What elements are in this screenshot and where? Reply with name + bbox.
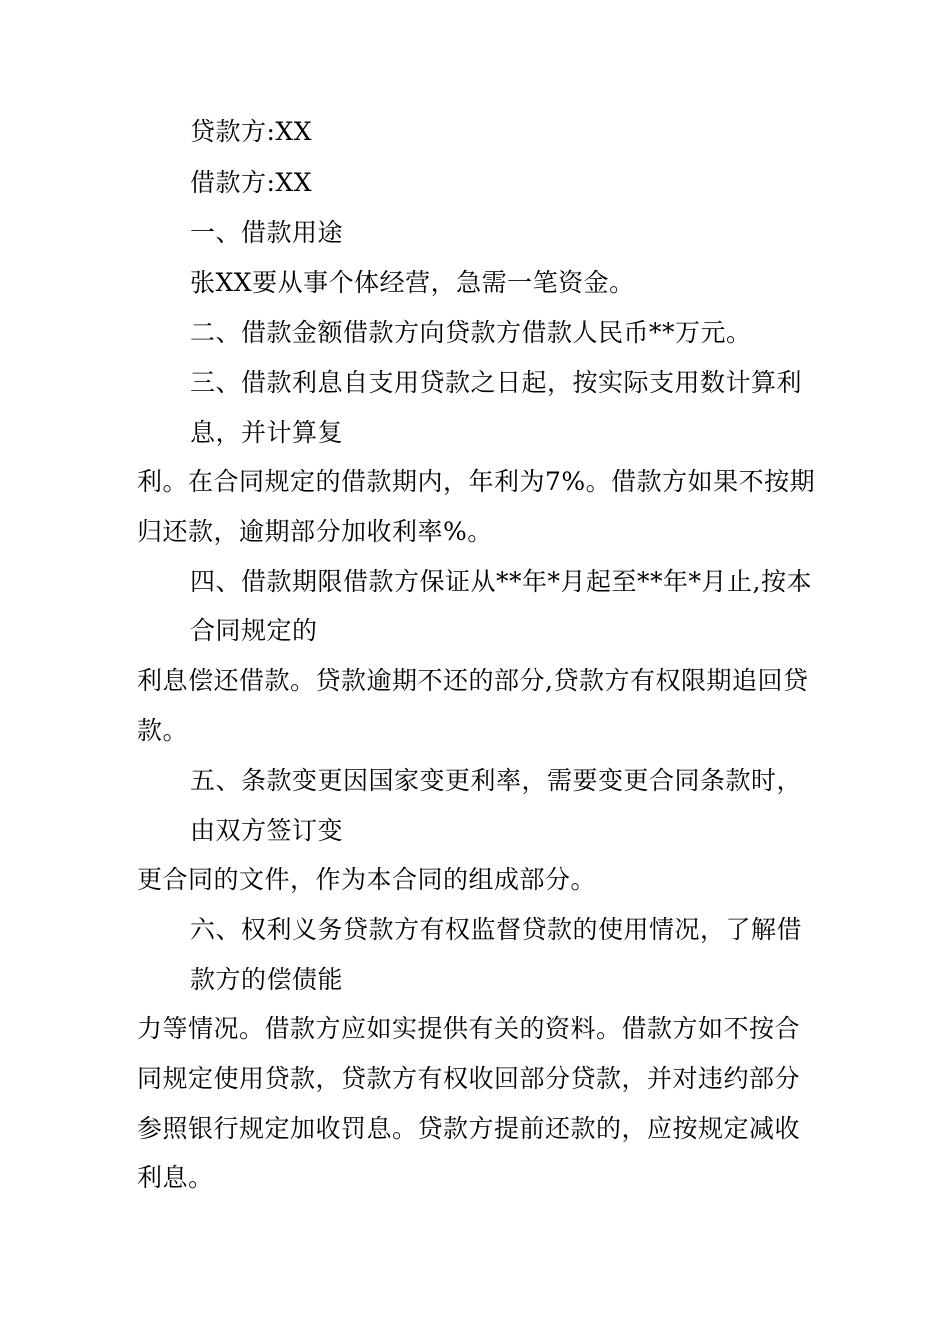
section-1-body: 张XX要从事个体经营，急需一笔资金。 bbox=[190, 268, 635, 297]
section-3-line-2: 息，并计算复 bbox=[190, 418, 344, 447]
section-6-line-3: 力等情况。借款方应如实提供有关的资料。借款方如不按合 bbox=[137, 1014, 801, 1043]
section-3-line-4: 归还款，逾期部分加收利率%。 bbox=[137, 517, 493, 546]
section-4-line-4: 款。 bbox=[137, 716, 189, 745]
lender-line: 贷款方:XX bbox=[190, 117, 313, 146]
borrower-line: 借款方:XX bbox=[190, 168, 313, 197]
section-3-line-3: 利。在合同规定的借款期内，年利为7%。借款方如果不按期 bbox=[137, 467, 816, 496]
section-6-line-6: 利息。 bbox=[137, 1163, 214, 1192]
section-4-line-1: 四、借款期限借款方保证从**年*月起至**年*月止,按本 bbox=[190, 567, 812, 596]
section-5-line-1: 五、条款变更因国家变更利率，需要变更合同条款时， bbox=[190, 766, 803, 795]
section-6-line-4: 同规定使用贷款，贷款方有权收回部分贷款，并对违约部分 bbox=[137, 1064, 801, 1093]
section-4-line-3: 利息偿还借款。贷款逾期不还的部分,贷款方有权限期追回贷 bbox=[137, 666, 809, 695]
section-6-line-2: 款方的偿债能 bbox=[190, 965, 344, 994]
section-2-body: 二、借款金额借款方向贷款方借款人民币**万元。 bbox=[190, 318, 752, 347]
section-5-line-3: 更合同的文件，作为本合同的组成部分。 bbox=[137, 865, 597, 894]
section-5-line-2: 由双方签订变 bbox=[190, 816, 344, 845]
section-4-line-2: 合同规定的 bbox=[190, 616, 318, 645]
section-1-heading: 一、借款用途 bbox=[190, 218, 344, 247]
section-6-line-5: 参照银行规定加收罚息。贷款方提前还款的，应按规定减收 bbox=[137, 1114, 801, 1143]
section-6-line-1: 六、权利义务贷款方有权监督贷款的使用情况，了解借 bbox=[190, 915, 803, 944]
section-3-line-1: 三、借款利息自支用贷款之日起，按实际支用数计算利 bbox=[190, 368, 803, 397]
